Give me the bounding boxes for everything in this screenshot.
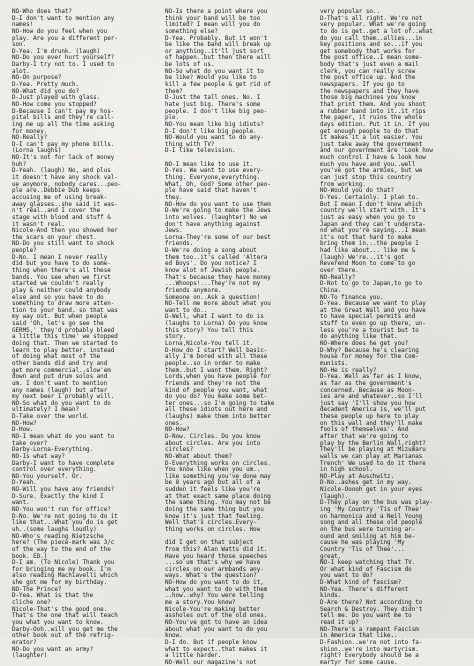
text-line: ways. What's the question? bbox=[165, 573, 257, 580]
text-line: newspapers. If you go to bbox=[320, 82, 405, 89]
text-line: thing with TV? bbox=[165, 141, 215, 148]
text-line: ones. bbox=[165, 420, 183, 427]
text-line: something else? bbox=[165, 28, 218, 35]
text-line: NO-Really? bbox=[12, 135, 48, 142]
text-line: D-Fashion..we're not into fa- bbox=[320, 639, 423, 646]
text-line: them too..it's called 'Altera bbox=[165, 254, 268, 261]
text-line: cliche one? bbox=[12, 600, 51, 607]
text-line: munists. bbox=[320, 360, 349, 367]
text-line: NO-Well our magazine's not bbox=[165, 659, 257, 666]
text-line: D-I like television. bbox=[165, 148, 236, 155]
text-line: learn to play better. instead bbox=[12, 347, 115, 354]
text-line: down and put drum solos and bbox=[12, 374, 108, 381]
text-line: NO-Who's reading Nietzsche bbox=[12, 533, 104, 540]
text-line: book. ED.) bbox=[12, 553, 48, 560]
text-line: be like? Would you like to bbox=[165, 75, 257, 82]
text-line: them? bbox=[165, 88, 183, 95]
text-line: Darby-Lorna-Everything. bbox=[12, 447, 94, 454]
text-line: NO-So what do you want it to bbox=[165, 68, 264, 75]
text-line: Nicole-You're making better bbox=[165, 606, 261, 613]
text-line: think your band will be too bbox=[165, 15, 261, 22]
text-line: NO-Do you ever hurt yourself? bbox=[12, 55, 115, 62]
text-line: from this? Alan Watts did it. bbox=[165, 546, 268, 553]
text-line: ing me up all the time asking bbox=[12, 121, 115, 128]
text-line: other bands did and try and bbox=[12, 360, 108, 367]
text-line: D-We're going to make the Jews bbox=[165, 208, 271, 215]
text-line: D-I can't pay my phone bills. bbox=[12, 141, 115, 148]
text-line: ple have said that haven't bbox=[165, 188, 257, 195]
text-line: get somebody that works for bbox=[320, 48, 416, 55]
text-line: friends anymore. bbox=[165, 287, 222, 294]
text-line: NO-You've got to have an idea bbox=[165, 619, 268, 626]
text-line: erator? bbox=[12, 639, 37, 646]
text-line: said 'Oh, let's go see the bbox=[12, 321, 104, 328]
text-line: Nicole-That's the good one. bbox=[12, 606, 108, 613]
text-line: limited? I mean will you do bbox=[165, 22, 261, 29]
text-line: NO-Do you still want to shock bbox=[12, 241, 115, 248]
text-line: people? bbox=[12, 248, 37, 255]
text-line: of the way to the end of the bbox=[12, 546, 111, 553]
text-line: martyr for some cause. bbox=[320, 659, 398, 666]
text-line: D-They play on the bus was play- bbox=[320, 500, 433, 507]
text-line: NO-You yourself. Or. bbox=[12, 473, 83, 480]
text-line: thing when there's all these bbox=[12, 267, 111, 274]
text-line: a little harder. bbox=[165, 653, 222, 660]
text-line: alot. bbox=[12, 68, 30, 75]
text-line: Reverend Moon to come to go bbox=[320, 261, 416, 268]
text-line: want to do.. bbox=[165, 307, 208, 314]
text-line: (Lorna laughs) bbox=[12, 148, 62, 155]
text-line: key positions and so...if you bbox=[320, 42, 423, 49]
text-line: NO-Tell me more about what you bbox=[165, 301, 271, 308]
text-line: D-Why? Because he's clearing bbox=[320, 347, 419, 354]
text-line: song and all these old people bbox=[320, 520, 423, 527]
text-line: (laughs) make them into better bbox=[165, 414, 271, 421]
text-line: They'll be playing at Mizumaru bbox=[320, 447, 426, 454]
text-line: on this wall and they'll make bbox=[320, 420, 423, 427]
text-line: it's not that hard to make bbox=[320, 234, 412, 241]
text-line: about circles. Are you into bbox=[165, 440, 261, 447]
text-line: ..how..why? You were telling bbox=[165, 593, 264, 600]
text-line: NO-How? bbox=[12, 420, 37, 427]
text-line: D-Yes. We want to use every- bbox=[165, 168, 264, 175]
text-line: D-No. I mean I never really bbox=[12, 254, 108, 261]
text-line: they. bbox=[165, 194, 183, 201]
text-line: NO-How do you feel when you bbox=[12, 28, 108, 35]
text-line: a little this time' we stopped bbox=[12, 334, 118, 341]
text-line: NO-How do you want to do it, bbox=[165, 580, 264, 587]
text-line: Jews. bbox=[165, 228, 183, 235]
text-line: D-Take over the world. bbox=[12, 414, 90, 421]
text-line: hate just big. There's some bbox=[165, 101, 261, 108]
text-line: NO-There's a rampant Fascism bbox=[320, 626, 419, 633]
text-line: she got me for my birthday. bbox=[12, 580, 108, 587]
text-line: NO-Play at Auschwitz. bbox=[320, 473, 395, 480]
text-line: Darby-I want to have complete bbox=[12, 460, 115, 467]
text-line: do anything like that. bbox=[320, 334, 398, 341]
text-line: ed Boys'. Do you notice? I bbox=[165, 261, 257, 268]
text-line: pital bills and they're call- bbox=[12, 115, 115, 122]
text-line: China. bbox=[320, 287, 342, 294]
text-line: D-That's all right. We're not bbox=[320, 15, 423, 22]
text-line: clerk, you can really screw bbox=[320, 68, 416, 75]
text-line: NO-What about them? bbox=[165, 453, 233, 460]
text-line: thing. Everyone,everything. bbox=[165, 175, 261, 182]
text-line: days edition. Put it in. If you bbox=[320, 121, 430, 128]
text-line: any names (laugh) but after bbox=[12, 387, 108, 394]
text-line: uh..(some laughs loudly) bbox=[12, 526, 97, 533]
text-line: just say 'I'll show you how bbox=[320, 400, 416, 407]
text-line: NO-Really? bbox=[320, 274, 356, 281]
text-line: like that...What you do is get bbox=[12, 520, 118, 527]
text-line: NO-I mean like to use it. bbox=[165, 161, 254, 168]
text-line: to have special permits and bbox=[320, 314, 416, 321]
text-line: it doesn't have any shock val- bbox=[12, 175, 118, 182]
text-line: NO-How? bbox=[165, 427, 190, 434]
text-line: just as easy when you go to bbox=[320, 214, 416, 221]
text-line: play & neither could anybody bbox=[12, 287, 111, 294]
text-line: very popular. What we're going bbox=[320, 22, 426, 29]
text-line: want. bbox=[12, 500, 30, 507]
text-line: the scars on your chest. bbox=[12, 234, 97, 241]
text-line: son. bbox=[12, 42, 27, 49]
text-line: at the Great Wall and you have bbox=[320, 307, 426, 314]
text-line: D-I don't want to mention any bbox=[12, 15, 115, 22]
text-line: bands. You see when we first bbox=[12, 274, 111, 281]
text-line: NO-On purpose? bbox=[12, 75, 62, 82]
text-line: D-How. bbox=[12, 427, 34, 434]
text-line: as far as the government's bbox=[320, 380, 412, 387]
text-line: at that exact same place doing bbox=[165, 493, 271, 500]
text-line: ...Whoops!...They're not my bbox=[165, 281, 261, 288]
text-line: NO-Do you want an army? bbox=[12, 646, 94, 653]
text-line: D-What kind of fascism? bbox=[320, 580, 402, 587]
text-line: D-No..ashes get in my way. bbox=[320, 480, 412, 487]
text-line: to do is get..get a lot of..what bbox=[320, 28, 433, 35]
text-line: very popular so.. bbox=[320, 9, 380, 15]
text-line: D-Yea. Pretty much. bbox=[12, 82, 80, 89]
text-line: like something you've done may bbox=[165, 473, 271, 480]
text-line: NO-Would you want to do any- bbox=[165, 135, 264, 142]
text-line: on the bus were turning ar- bbox=[320, 526, 416, 533]
text-line: over there. bbox=[320, 267, 359, 274]
text-line: body that's just even a mail bbox=[320, 62, 419, 69]
text-line: those big machines you know bbox=[320, 95, 416, 102]
text-line: a rubber band into it..it rips bbox=[320, 108, 426, 115]
text-column-middle bbox=[165, 9, 310, 666]
text-line: (laugh). bbox=[320, 493, 349, 500]
text-line: less you're a tourist but to bbox=[320, 327, 419, 334]
text-line: Darby-Ooh..will you get me the bbox=[12, 626, 118, 633]
text-line: nd what you're saying...I mean bbox=[320, 228, 426, 235]
text-column-right bbox=[320, 9, 468, 666]
text-line: that print them. And you shoot bbox=[320, 101, 426, 108]
text-line: Someone on..Ask a question! bbox=[165, 294, 261, 301]
text-line: huh? bbox=[12, 161, 27, 168]
text-line: ...so um that's why we have bbox=[165, 560, 261, 567]
text-line: it wasn't real. bbox=[12, 221, 65, 228]
text-line: the post office..I mean some- bbox=[320, 55, 423, 62]
text-line: D-Everything works on circles. bbox=[165, 460, 271, 467]
text-line: NO-How do you want to use them bbox=[165, 201, 271, 208]
text-line: NO-Would you do that? bbox=[320, 188, 395, 195]
text-line: accusing me of using break- bbox=[12, 194, 108, 201]
text-line: doing that. Then we started to bbox=[12, 341, 118, 348]
text-line: these people up here to play bbox=[320, 414, 419, 421]
text-line: be 8 years ago but all of a bbox=[165, 480, 261, 487]
text-line: the same thing. You may not be bbox=[165, 500, 271, 507]
text-line: Well that's circles.Every- bbox=[165, 520, 257, 527]
text-line: NO-To finance you. bbox=[320, 294, 384, 301]
text-line: else and so you have to do bbox=[12, 294, 104, 301]
text-line: also reading Machiavelli which bbox=[12, 573, 118, 580]
text-line: what you want to do with them bbox=[165, 586, 268, 593]
text-line: ound and smiling at him be- bbox=[320, 533, 416, 540]
text-line: D-Yea. Because we want to play bbox=[320, 301, 426, 308]
text-line: in high school. bbox=[320, 467, 373, 474]
text-line: D-Yea. Well as far as I know, bbox=[320, 374, 423, 381]
text-line: NO-How come you stopped? bbox=[12, 101, 97, 108]
text-line: all these idiots out here and bbox=[165, 407, 268, 414]
text-line: NO-You mean like big idiots? bbox=[165, 121, 264, 128]
text-line: NO-He is really? bbox=[320, 367, 377, 374]
text-line: other book out of the refrig- bbox=[12, 633, 115, 640]
text-line: NO-I keep watching that TV. bbox=[320, 560, 416, 567]
text-line: Japan and they can't understa- bbox=[320, 221, 426, 228]
text-line: D-Are there? Not according to bbox=[320, 600, 423, 607]
text-line: my next beer I probably will. bbox=[12, 394, 115, 401]
text-line: did I get on that subject bbox=[165, 540, 254, 547]
text-line: or anything..it'll just sort bbox=[165, 48, 264, 55]
text-line: shion..we're into martyrism. bbox=[320, 646, 419, 653]
text-line: (laugh) We're...it's got bbox=[320, 254, 405, 261]
text-line: the paper, it ruins the whole bbox=[320, 115, 423, 122]
text-line: Lorna-They're some of our best bbox=[165, 234, 271, 241]
text-line: of happen..but then there will bbox=[165, 55, 271, 62]
text-line: this story? You tell this bbox=[165, 327, 254, 334]
text-line: ple. bbox=[165, 115, 180, 122]
text-line: D-I don't like big people. bbox=[165, 128, 257, 135]
text-line: take over? bbox=[12, 440, 48, 447]
text-line: read it up? bbox=[320, 619, 359, 626]
text-line: kill a few people & get rid of bbox=[165, 82, 271, 89]
text-line: get enough people to do that bbox=[320, 128, 419, 135]
text-line: walls we can play at Marianas bbox=[320, 453, 423, 460]
text-line bbox=[165, 534, 310, 541]
text-line: ing 'My Country 'Tis of Thee' bbox=[320, 507, 423, 514]
text-line: bring them in...the people I bbox=[320, 241, 419, 248]
text-line: my way out. But when people bbox=[12, 314, 108, 321]
text-line: circles? bbox=[165, 447, 194, 454]
text-line: What, Oh, God? Some other peo- bbox=[165, 181, 271, 188]
text-line: ue anymore, nobody cares...peo- bbox=[12, 181, 122, 188]
text-line: D-Yes. Certainly. I plan to. bbox=[320, 194, 419, 201]
text-line: D-How do I start? Well basic- bbox=[165, 347, 268, 354]
text-line: something to draw more atten- bbox=[12, 301, 115, 308]
text-line: tell me. Do you want me to bbox=[320, 613, 412, 620]
text-line: D-I do. But if people know bbox=[165, 639, 257, 646]
text-line: much you have and you..well bbox=[320, 161, 416, 168]
text-line: people. I don't like big peo- bbox=[165, 108, 268, 115]
text-line: sudden it feels like you're bbox=[165, 487, 261, 494]
text-line: the post office up. And the bbox=[320, 75, 416, 82]
text-line: That's the one that will teach bbox=[12, 613, 118, 620]
text-line: and our government are 'Look how bbox=[320, 148, 433, 155]
text-line: Nicole-Ooooh get in your eyes bbox=[320, 487, 423, 494]
text-line: you want to do? bbox=[320, 573, 373, 580]
text-line: Or what kind of Fascism do bbox=[320, 566, 412, 573]
text-line: on harmonica and a Neil Young bbox=[320, 513, 423, 520]
text-line: be like the band will break up bbox=[165, 42, 271, 49]
text-line: (laughter) bbox=[12, 653, 48, 660]
text-line: play. Are you a different per- bbox=[12, 35, 118, 42]
text-line: D-Yea. I'm drunk. (laugh) bbox=[12, 48, 101, 55]
text-line: away glasses..she said it was- bbox=[12, 201, 118, 208]
text-line: can just stop this country bbox=[320, 175, 412, 182]
text-line: started we couldn't really bbox=[12, 281, 104, 288]
text-line: concerned. Because as Moon- bbox=[320, 387, 416, 394]
text-line bbox=[165, 155, 310, 162]
text-line: kind of people you want, what bbox=[165, 387, 268, 394]
text-line: much control I have & look how bbox=[320, 155, 426, 162]
text-line: NO-I mean what do you want to bbox=[12, 434, 115, 440]
text-line: D-I am. (To Nicole) Thank you bbox=[12, 560, 115, 567]
text-line: about what you want to do you bbox=[165, 626, 268, 633]
text-line: D-Yea. What is that the bbox=[12, 593, 94, 600]
text-line: right? Everybody should be a bbox=[320, 653, 419, 660]
text-line: did but you have to do some- bbox=[12, 261, 111, 268]
text-line: cause he was playing 'My bbox=[320, 540, 405, 547]
text-line: get more commercial..slow'em bbox=[12, 367, 111, 374]
text-line: D-No. We're not going to do it bbox=[12, 513, 118, 520]
text-column-left bbox=[12, 9, 155, 660]
text-line: Have you heard those speeches bbox=[165, 553, 268, 560]
text-line: story. bbox=[165, 334, 187, 341]
text-line: know alot of Jewish people. bbox=[165, 267, 261, 274]
text-line: play by the Berlin Wall,right? bbox=[320, 440, 426, 447]
text-line: NO-So what do you want to do bbox=[12, 400, 111, 407]
text-line: do you do? You make some bet- bbox=[165, 394, 268, 401]
text-line: them..but I want them. Right? bbox=[165, 367, 268, 374]
text-line: (laughs to Lorna) Do you know bbox=[165, 321, 268, 328]
text-line: control over everything. bbox=[12, 467, 97, 474]
text-line: ter ones...so I'm going to take bbox=[165, 400, 275, 407]
text-line: know. bbox=[165, 633, 183, 640]
text-line: for bringing me my book. I'm bbox=[12, 566, 111, 573]
text-line: of doing what most of the bbox=[12, 354, 101, 361]
text-line: D-Yea. Probably. But it won't bbox=[165, 35, 268, 42]
text-line: ally I'm bored with all these bbox=[165, 354, 268, 361]
text-line: people..so in order to make bbox=[165, 360, 261, 367]
text-line: house for money for the Com- bbox=[320, 354, 419, 361]
text-line: names! bbox=[12, 22, 34, 29]
text-line: stuff to even go up there, un- bbox=[320, 321, 426, 328]
text-line: Lorna,Nicole-You tell it. bbox=[165, 341, 254, 348]
text-line: tion to your band. so that was bbox=[12, 307, 118, 314]
text-line: for money. bbox=[12, 128, 48, 135]
text-line: friends and they're not the bbox=[165, 380, 261, 387]
text-line: in America that like.. bbox=[320, 633, 398, 640]
text-line: friends. bbox=[165, 241, 194, 248]
text-line: D-Now. Circles. Do you know bbox=[165, 434, 261, 440]
text-line: thing works on circles. How bbox=[165, 526, 261, 533]
text-line: um. I don't want to mention bbox=[12, 380, 108, 387]
text-line: do you call them..allies...in bbox=[320, 35, 423, 42]
text-line: Darby-I try not to. I used to bbox=[12, 62, 115, 69]
text-line: NO-Yea. There's different bbox=[320, 586, 409, 593]
text-line: you've got the armies, but we bbox=[320, 168, 423, 175]
text-line: decadent America is, we'll put bbox=[320, 407, 426, 414]
text-line: what to expect..that makes it bbox=[165, 646, 268, 653]
text-line: NO-The Prince? bbox=[12, 586, 62, 593]
text-line: n't real..and I cover the bbox=[12, 208, 101, 215]
text-line: be lots of us. bbox=[165, 62, 215, 69]
text-line: Nicole-And then you showed her bbox=[12, 228, 118, 235]
text-line: from working. bbox=[320, 181, 366, 188]
text-line: me a story.You know? bbox=[165, 600, 236, 607]
text-line: That's because they have money bbox=[165, 274, 271, 281]
text-line: circles on our armbands any- bbox=[165, 566, 264, 573]
text-line: the newspapers and they have bbox=[320, 88, 419, 95]
text-line: D-Yeah. bbox=[12, 480, 37, 487]
text-line: Search & Destroy. They didn't bbox=[320, 606, 423, 613]
text-line: know it's just that feeling. bbox=[165, 513, 264, 520]
text-line: it makes it a lot easier. You bbox=[320, 135, 423, 142]
text-line: assholes out of the old ones. bbox=[165, 613, 268, 620]
text-line: Country 'Tis of Thee'... bbox=[320, 546, 405, 553]
text-line: D-Because I can't pay my hos- bbox=[12, 108, 115, 115]
text-line: Lords,when you have people for bbox=[165, 374, 271, 381]
text-line: NO-What did you do? bbox=[12, 88, 80, 95]
text-line: D-Well, what I want to do is bbox=[165, 314, 264, 321]
text-line: NO-You won't run for office? bbox=[12, 507, 111, 514]
text-line: GERMS,' they'd probably bleed bbox=[12, 327, 115, 334]
text-line: NO-Who does that? bbox=[12, 9, 72, 15]
text-line: kinds. bbox=[320, 593, 342, 600]
text-line: stage with blood and stuff & bbox=[12, 214, 111, 221]
text-line: country we'll start with. It's bbox=[320, 208, 426, 215]
text-line: But I mean I don't know which bbox=[320, 201, 423, 208]
text-line: D-Just the tall ones. No. I bbox=[165, 95, 261, 102]
text-line: you what you want to know. bbox=[12, 619, 104, 626]
text-line: NO-Is what way? bbox=[12, 453, 65, 460]
text-line: fools of themselves'. And bbox=[320, 427, 409, 434]
text-line: D-Sure. Exactly the kind I bbox=[12, 493, 104, 500]
text-line: ultimately? I mean? bbox=[12, 407, 80, 414]
text-line: don't have anything against bbox=[165, 221, 261, 228]
text-line: NO-Where does he get you? bbox=[320, 341, 409, 348]
text-line: after that we're going to bbox=[320, 434, 409, 440]
text-line: Trench' We used to do it there bbox=[320, 460, 426, 467]
text-line: D-We're doing a song about bbox=[165, 248, 257, 255]
text-line: just take away the government bbox=[320, 141, 423, 148]
text-line: D-Not to go to Japan,to go to bbox=[320, 281, 423, 288]
text-line: ple are..Debbie Dub keeps bbox=[12, 188, 101, 195]
text-line: into wolves. (laughter) No we bbox=[165, 214, 268, 221]
text-line: D-Yeah. (laugh) No, and plus bbox=[12, 168, 111, 175]
text-line: doing the same thing but you bbox=[165, 507, 264, 514]
text-line: ies are and whatever..so I'll bbox=[320, 394, 423, 401]
text-line: had like about... like me & bbox=[320, 248, 416, 255]
text-line: great. bbox=[320, 553, 342, 560]
text-line: D-Just played with glass. bbox=[12, 95, 101, 102]
text-line: NO-Will you have any friends? bbox=[12, 487, 115, 494]
text-line: here? (The piece-mark was 3/c bbox=[12, 540, 115, 547]
text-line: NO-It's not for lack of money bbox=[12, 155, 115, 162]
text-line: NO-Is there a point where you bbox=[165, 9, 268, 15]
text-line: You know like when you um.. bbox=[165, 467, 261, 474]
